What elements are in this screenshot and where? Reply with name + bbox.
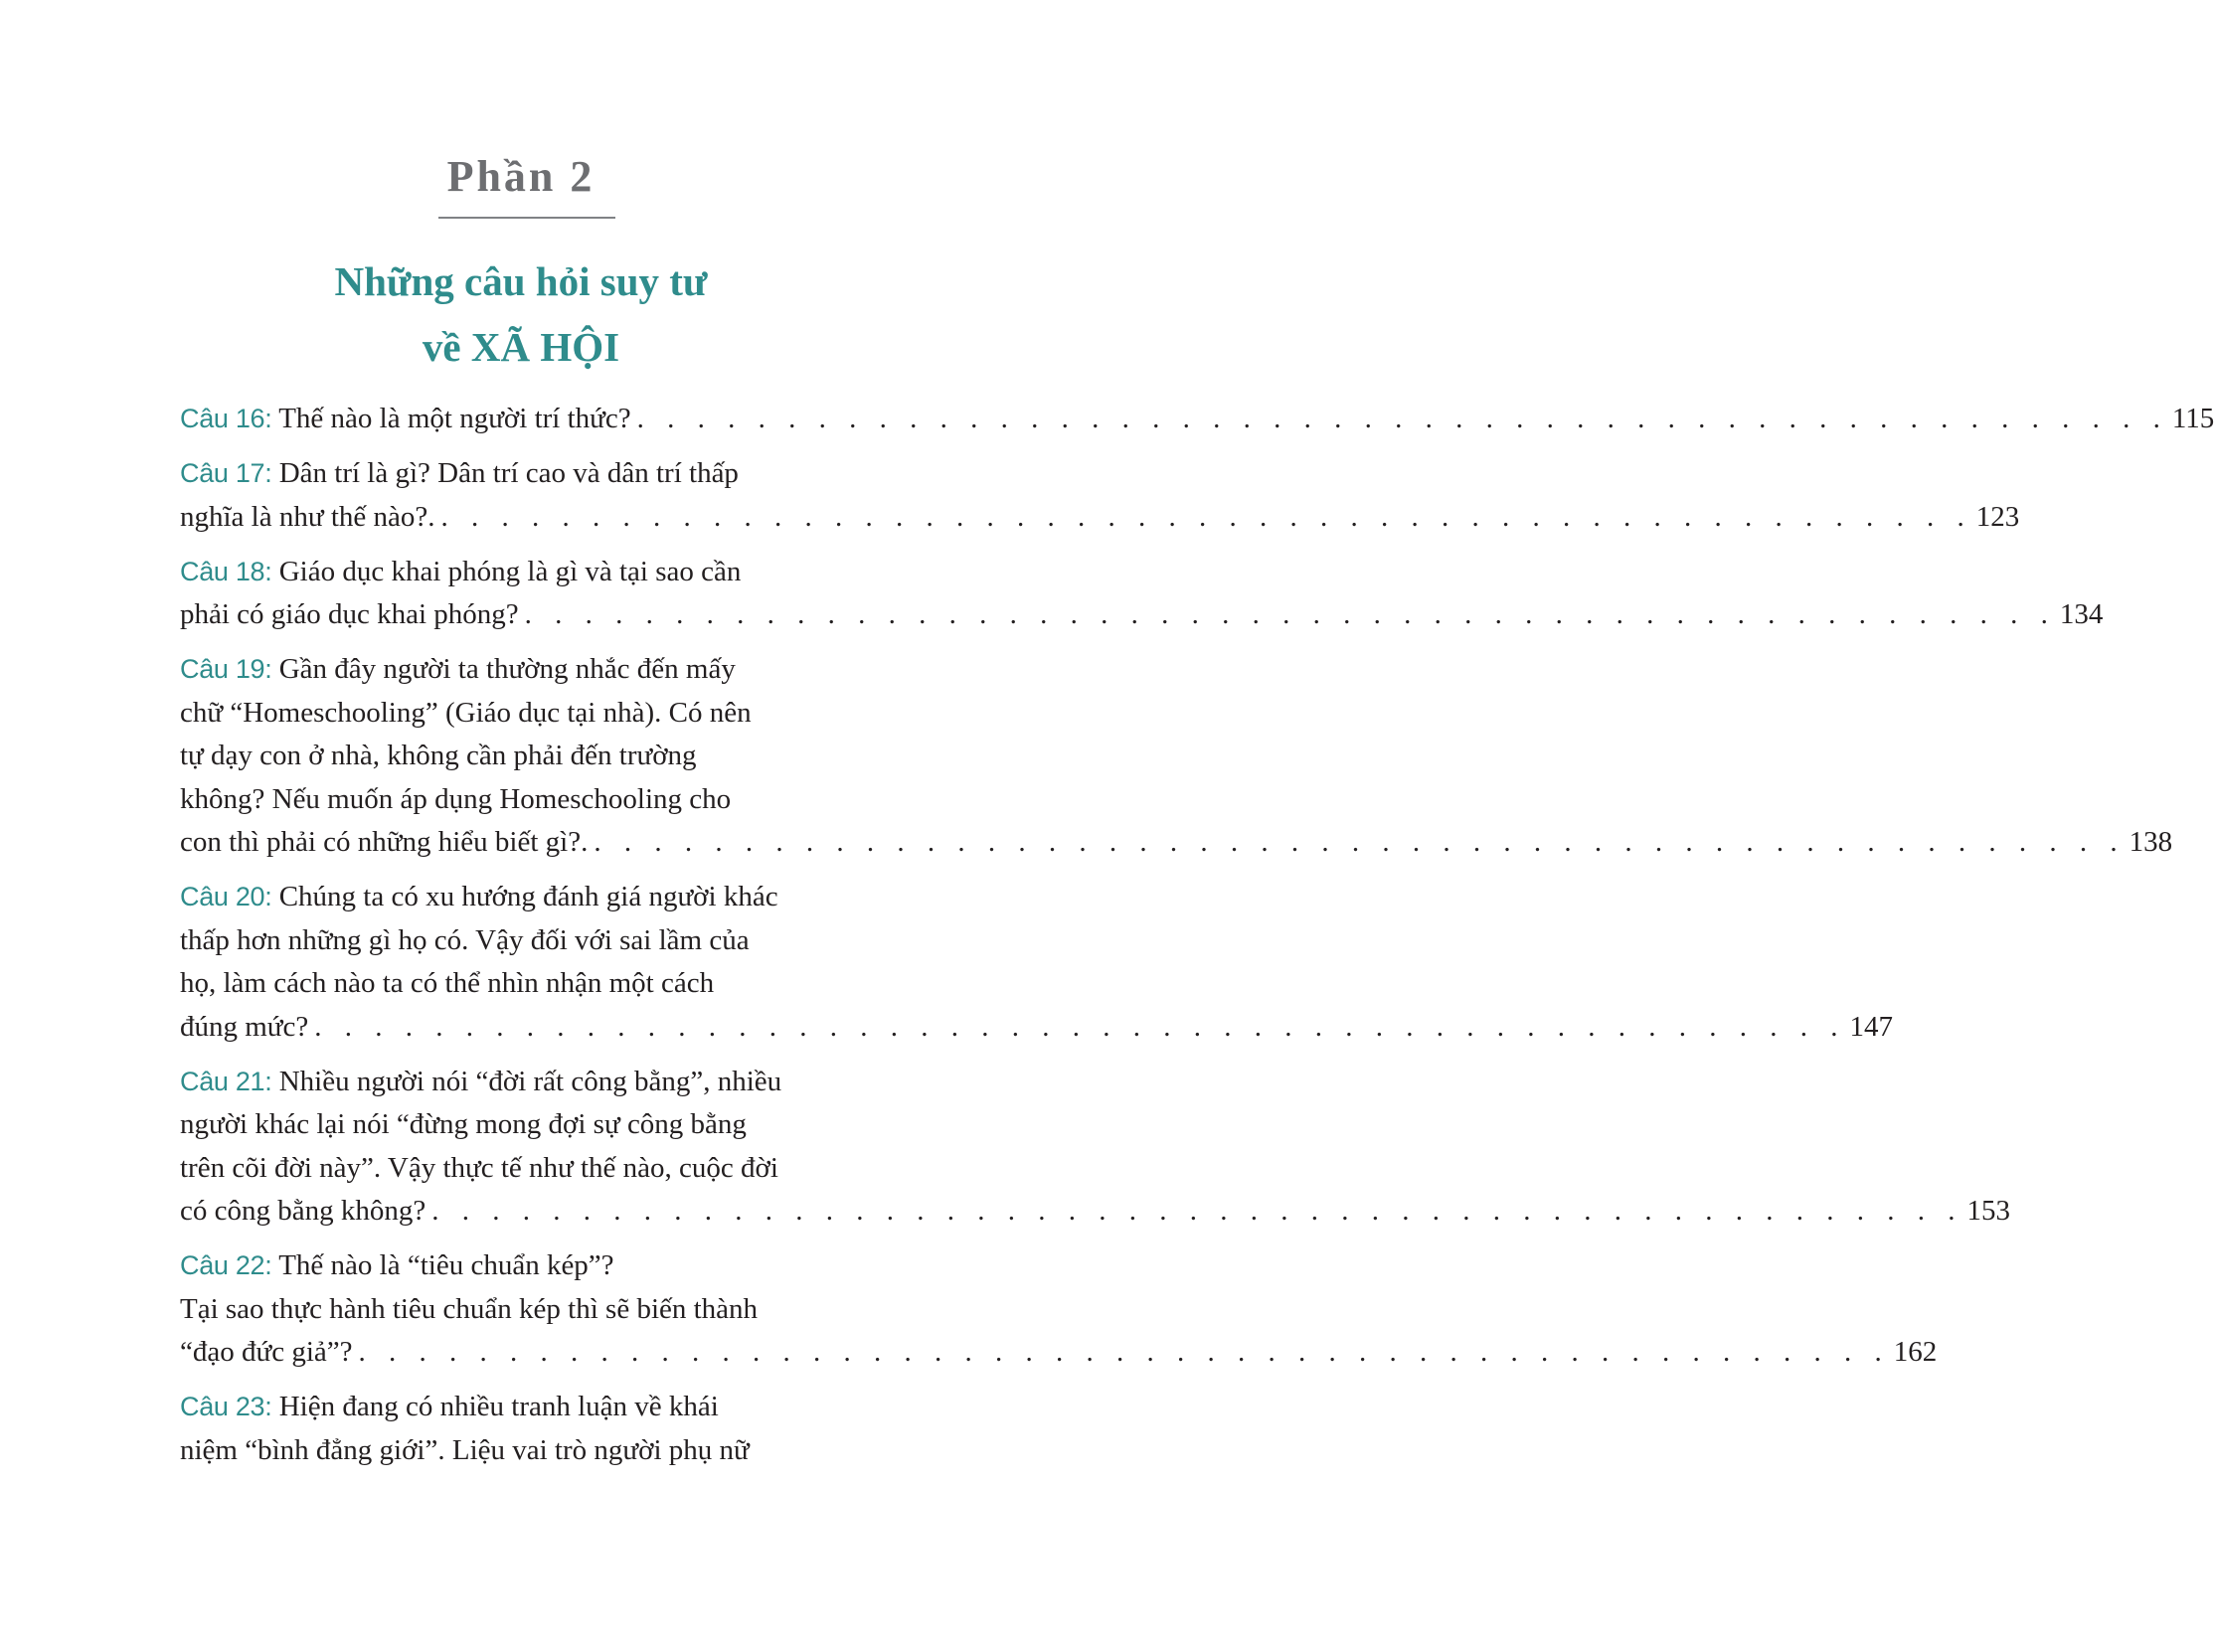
question-label: Câu 17: <box>180 458 272 488</box>
page-number: 123 <box>1975 500 2020 533</box>
entry-text: có công bằng không? <box>180 1195 426 1227</box>
toc-entry[interactable] <box>180 551 2104 637</box>
entry-text: Dân trí là gì? Dân trí cao và dân trí thấp <box>278 457 739 489</box>
dot-leader: . . . . . . . . . . . . . . . . . . . . . . . . . . . . . . . . . . . . . . . . . . . . . . . . . . . <box>358 1336 1890 1368</box>
toc-entry[interactable] <box>180 876 1894 1049</box>
question-label: Câu 22: <box>180 1250 272 1280</box>
entry-text: Thế nào là một người trí thức? <box>278 403 631 434</box>
dot-leader: . . . . . . . . . . . . . . . . . . . . . . . . . . . . . . . . . . . . . . . . . . . . . . . . . . . <box>440 500 1972 533</box>
toc-entry[interactable] <box>180 648 2173 865</box>
entry-text: Giáo dục khai phóng là gì và tại sao cần <box>278 555 742 587</box>
entry-text: niệm “bình đẳng giới”. Liệu vai trò người phụ nữ <box>180 1433 750 1466</box>
page-number: 115 <box>2171 403 2214 434</box>
entry-text: người khác lại nói “đừng mong đợi sự công bằng <box>180 1108 747 1140</box>
toc-entry[interactable] <box>180 1386 878 1472</box>
entry-text: chữ “Homeschooling” (Giáo dục tại nhà). Có nên <box>180 696 752 729</box>
entry-text: con thì phải có những hiểu biết gì?. <box>180 826 589 858</box>
entry-text: trên cõi đời này”. Vậy thực tế như thế nào, cuộc đời <box>180 1151 778 1184</box>
part-heading: Phần 2 <box>446 152 596 201</box>
entry-text: Gần đây người ta thường nhắc đến mấy <box>278 653 736 685</box>
entry-text: phải có giáo dục khai phóng? <box>180 598 519 630</box>
section-title <box>0 248 1042 380</box>
question-label: Câu 19: <box>180 654 272 684</box>
part-heading-underline <box>438 217 615 219</box>
question-label: Câu 20: <box>180 882 272 911</box>
page-number: 138 <box>2129 826 2173 858</box>
dot-leader: . . . . . . . . . . . . . . . . . . . . . . . . . . . . . . . . . . . . . . . . . . . . . . . . . . . <box>314 1010 1846 1043</box>
entry-text: đúng mức? <box>180 1010 309 1043</box>
entry-text: Chúng ta có xu hướng đánh giá người khác <box>278 881 778 912</box>
entry-text: “đạo đức giả”? <box>180 1336 353 1368</box>
entry-text: không? Nếu muốn áp dụng Homeschooling cho <box>180 782 732 815</box>
dot-leader: . . . . . . . . . . . . . . . . . . . . . . . . . . . . . . . . . . . . . . . . . . . . . . . . . . . <box>594 826 2126 858</box>
toc-entry[interactable] <box>180 1244 1938 1375</box>
section-title-line-1: Những câu hỏi suy tư <box>334 258 708 304</box>
page-number: 147 <box>1849 1010 1894 1043</box>
question-label: Câu 23: <box>180 1392 272 1421</box>
dot-leader: . . . . . . . . . . . . . . . . . . . . . . . . . . . . . . . . . . . . . . . . . . . . . . . . . . . <box>431 1195 1963 1227</box>
entry-text: Thế nào là “tiêu chuẩn kép”? <box>278 1249 614 1281</box>
toc-entry[interactable] <box>180 398 2214 441</box>
table-of-contents <box>180 398 2214 1484</box>
question-label: Câu 16: <box>180 404 272 433</box>
toc-entry[interactable] <box>180 1061 2010 1234</box>
entry-text: họ, làm cách nào ta có thể nhìn nhận một cách <box>180 967 715 999</box>
page-number: 162 <box>1893 1336 1938 1368</box>
dot-leader: . . . . . . . . . . . . . . . . . . . . . . . . . . . . . . . . . . . . . . . . . . . . . . . . . . . <box>636 403 2168 434</box>
section-title-line-2: về XÃ HỘI <box>422 324 620 370</box>
entry-text: nghĩa là như thế nào?. <box>180 500 435 533</box>
entry-text: Tại sao thực hành tiêu chuẩn kép thì sẽ biến thành <box>180 1292 759 1325</box>
entry-text: tự dạy con ở nhà, không cần phải đến trường <box>180 740 697 771</box>
question-label: Câu 18: <box>180 556 272 586</box>
entry-text: Nhiều người nói “đời rất công bằng”, nhiều <box>278 1065 782 1097</box>
toc-entry[interactable] <box>180 452 2020 539</box>
page-number: 153 <box>1966 1195 2010 1227</box>
entry-text: thấp hơn những gì họ có. Vậy đối với sai lầm của <box>180 923 750 956</box>
page-number: 134 <box>2059 598 2104 630</box>
question-label: Câu 21: <box>180 1066 272 1096</box>
dot-leader: . . . . . . . . . . . . . . . . . . . . . . . . . . . . . . . . . . . . . . . . . . . . . . . . . . . <box>524 598 2056 630</box>
entry-text: Hiện đang có nhiều tranh luận về khái <box>278 1391 719 1422</box>
